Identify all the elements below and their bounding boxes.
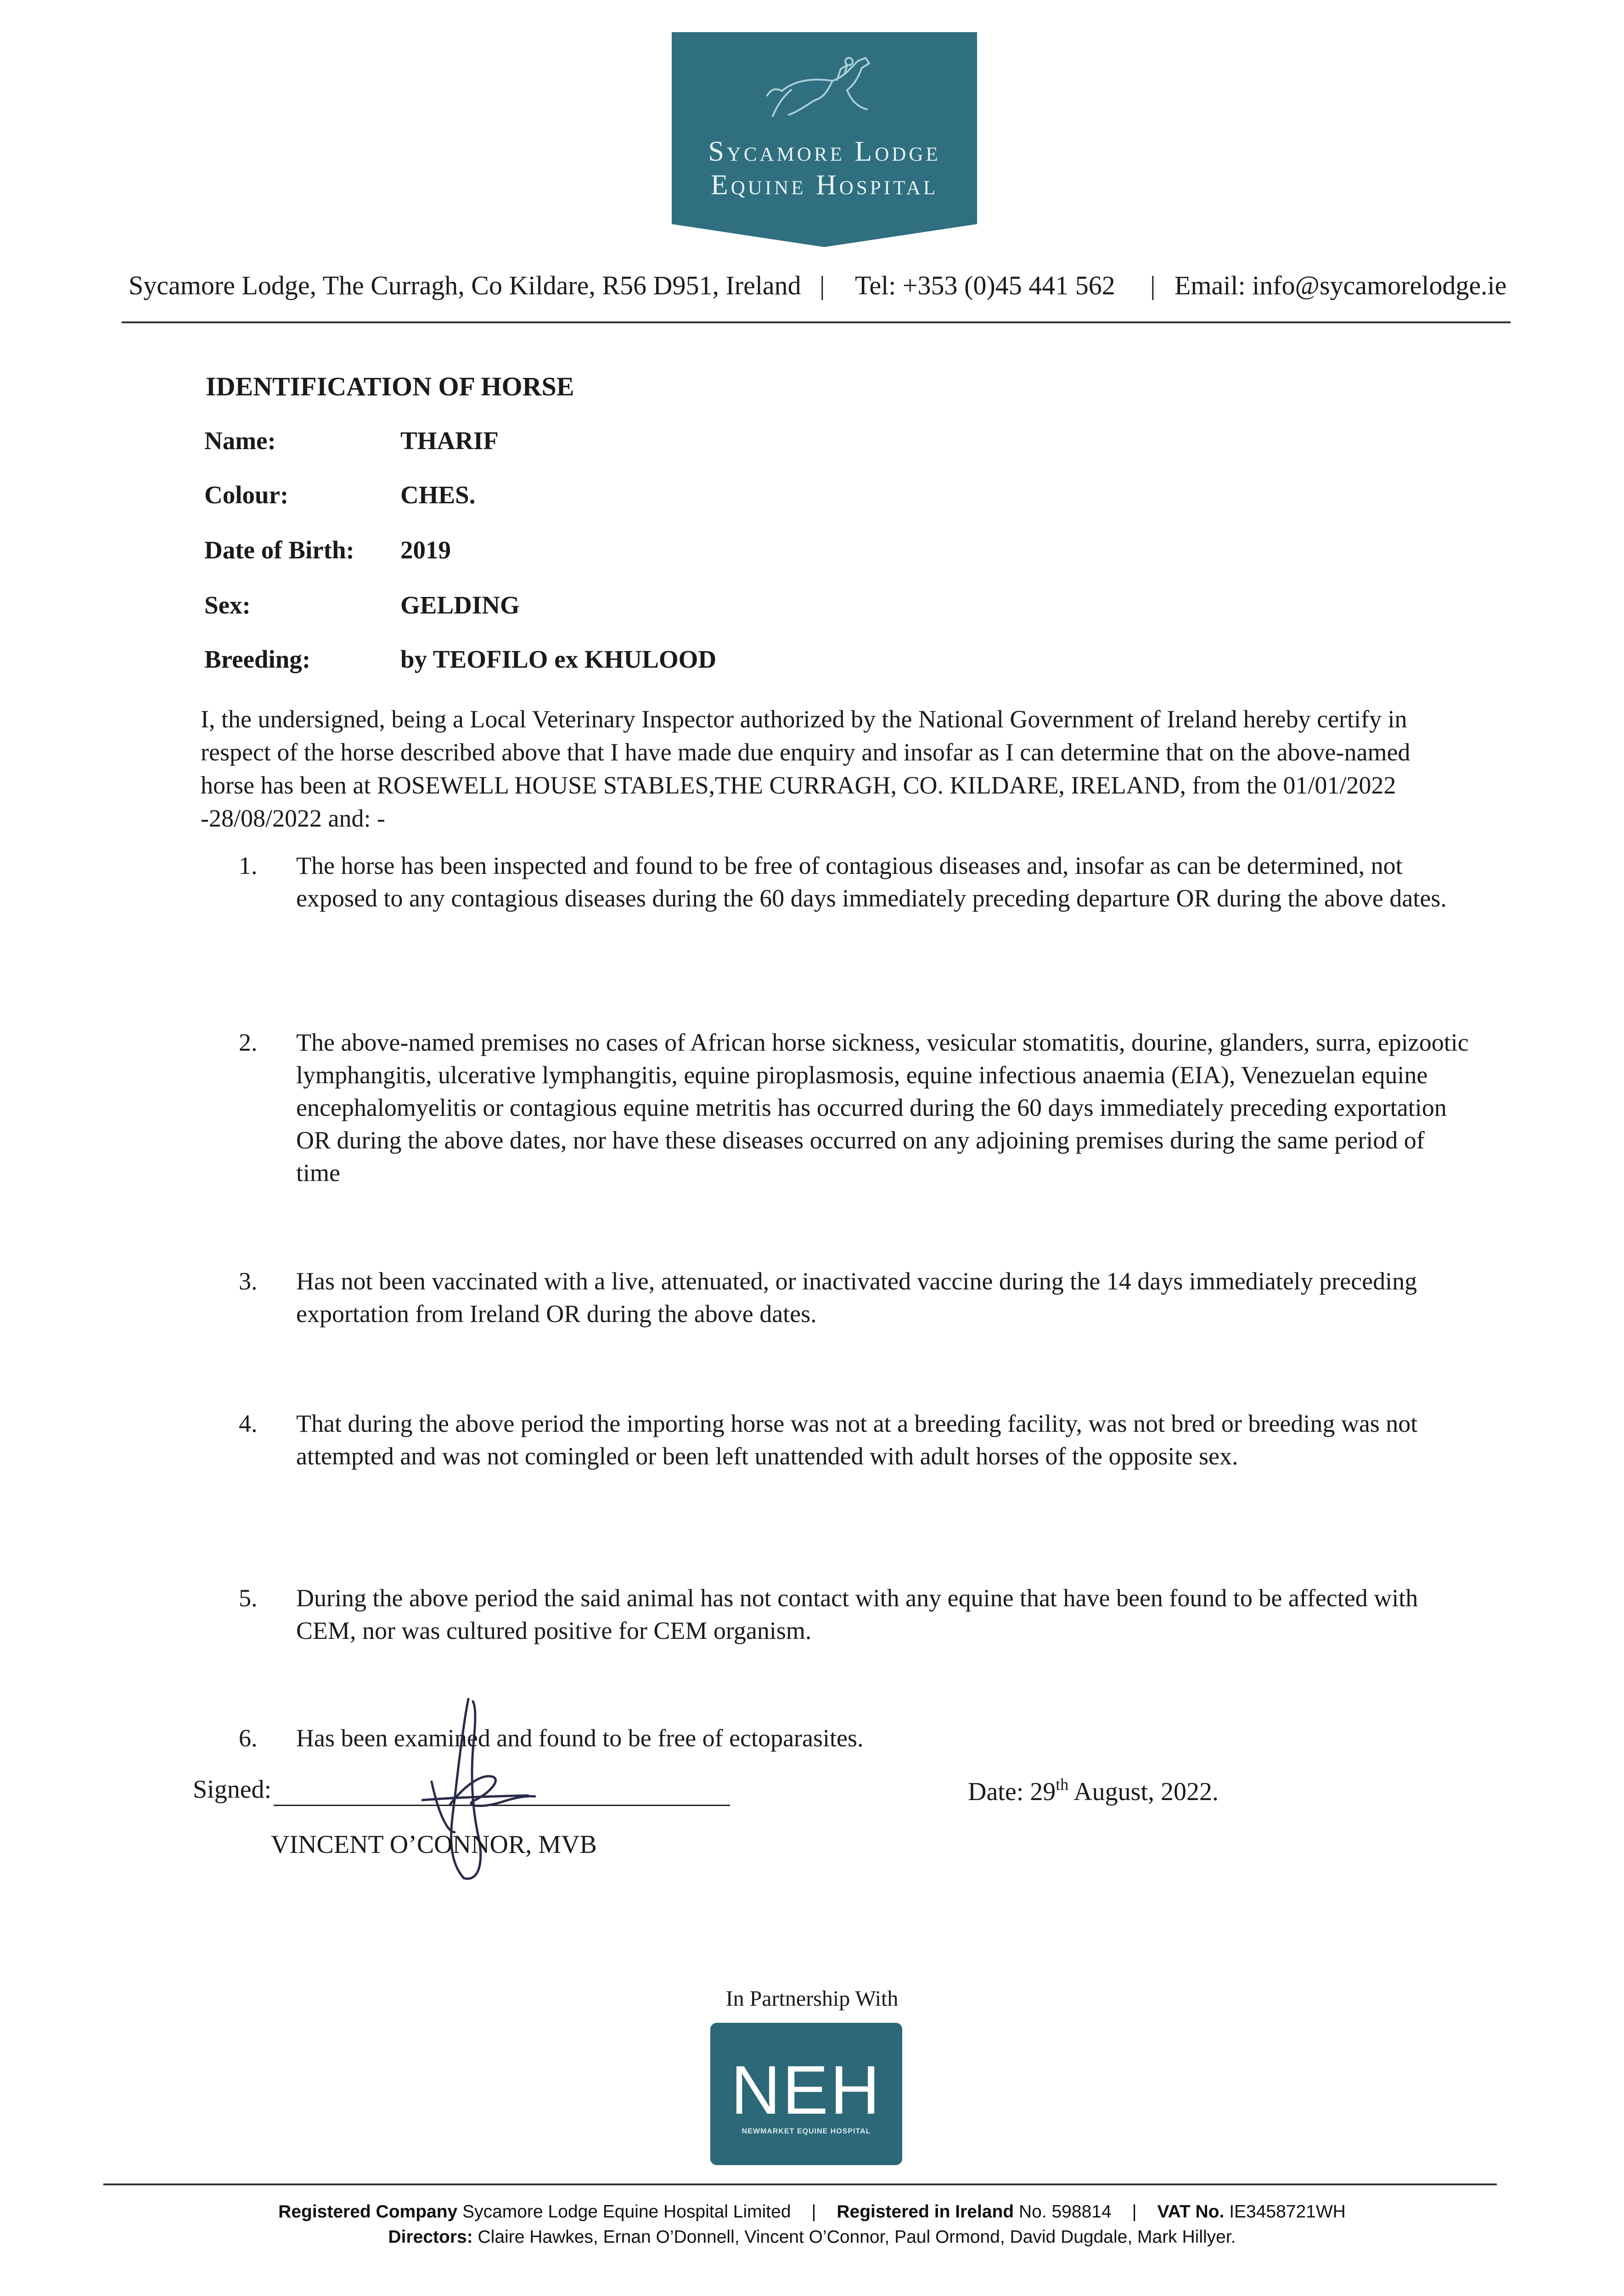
registration-value: No. 598814 <box>1018 2202 1112 2222</box>
item-text: The above-named premises no cases of African horse sickness, vesicular stomatitis, dourine, glanders, surra, epizootic lymphangitis, ulcerative lymphangitis, equine piroplasmosis, equine infectious anaemia (EIA), Venezuelan equine encephalomyelitis or contagious equine metritis has occurred during the 60 days immediately preceding exportation OR during the above dates, nor have these diseases occurred on any adjoining premises during the same period of time <box>296 1029 1469 1187</box>
logo-title-line1: Sycamore Lodge <box>708 136 941 167</box>
item-text: Has been examined and found to be free of ectoparasites. <box>296 1724 864 1752</box>
item-text: During the above period the said animal has not contact with any equine that have been found to be affected with CEM, nor was cultured positive for CEM organism. <box>296 1584 1418 1644</box>
neh-logo-text: NEH <box>731 2051 882 2128</box>
field-label-name: Name: <box>204 427 276 455</box>
footer-registration <box>0 2202 1624 2222</box>
footer-separator: | <box>1132 2202 1137 2222</box>
item-number: 5. <box>239 1584 258 1612</box>
footer-divider <box>103 2183 1497 2185</box>
field-label-breeding: Breeding: <box>204 645 311 673</box>
item-text: The horse has been inspected and found to be free of contagious diseases and, insofar as can be determined, not exposed to any contagious diseases during the 60 days immediately preceding departure OR during the above dates. <box>296 852 1447 912</box>
signature-date <box>968 1777 1219 1806</box>
field-value-sex: GELDING <box>400 591 520 619</box>
date-suffix: August, 2022. <box>1068 1778 1219 1806</box>
certification-intro: I, the undersigned, being a Local Veterinary Inspector authorized by the National Government of Ireland hereby certify in respect of the horse described above that I have made due enquiry and insofar as I can determine that on the above-named horse has been at ROSEWELL HOUSE STABLES,THE CURRAGH, CO. KILDARE, IRELAND, from the 01/01/2022 -28/08/2022 and: - <box>201 705 1410 832</box>
vat-value: IE3458721WH <box>1229 2202 1346 2222</box>
field-label-colour: Colour: <box>204 481 289 509</box>
field-label-sex: Sex: <box>204 591 251 619</box>
item-text: That during the above period the importing horse was not at a breeding facility, was not bred or breeding was not attempted and was not comingled or been left unattended with adult horses of the opposite sex. <box>296 1410 1418 1470</box>
field-value-name: THARIF <box>400 427 499 455</box>
item-text: Has not been vaccinated with a live, attenuated, or inactivated vaccine during the 14 days immediately preceding exportation from Ireland OR during the above dates. <box>296 1267 1417 1328</box>
company-label: Registered Company <box>278 2202 458 2222</box>
racehorse-jockey-icon <box>764 36 883 132</box>
directors-value: Claire Hawkes, Ernan O’Donnell, Vincent O’Connor, Paul Ormond, David Dugdale, Mark Hillyer. <box>478 2227 1236 2247</box>
email-link[interactable]: Email: info@sycamorelodge.ie <box>1174 270 1507 300</box>
item-number: 1. <box>239 852 258 879</box>
directors-label: Directors: <box>388 2227 473 2247</box>
date-ordinal: th <box>1056 1775 1069 1794</box>
company-value: Sycamore Lodge Equine Hospital Limited <box>462 2202 791 2222</box>
sycamore-lodge-logo <box>672 32 977 248</box>
footer-directors <box>0 2227 1624 2247</box>
address-separator: | <box>1150 270 1156 300</box>
registration-label: Registered in Ireland <box>837 2202 1014 2222</box>
item-number: 3. <box>239 1267 258 1295</box>
field-value-breeding: by TEOFILO ex KHULOOD <box>400 645 717 673</box>
signer-name: VINCENT O’CONNOR, MVB <box>271 1830 597 1859</box>
date-prefix: Date: 29 <box>968 1778 1056 1806</box>
identification-heading: IDENTIFICATION OF HORSE <box>206 371 574 401</box>
logo-title-line2: Equine Hospital <box>710 169 938 201</box>
partner-label: In Partnership With <box>725 1986 899 2011</box>
field-value-date-of-birth: 2019 <box>400 536 451 564</box>
address-bar <box>129 270 1511 311</box>
field-value-colour: CHES. <box>400 481 476 509</box>
logo-panel <box>672 32 977 216</box>
address-separator: | <box>820 270 825 300</box>
field-label-date-of-birth: Date of Birth: <box>204 536 354 564</box>
signed-label: Signed: <box>193 1775 272 1804</box>
item-number: 4. <box>239 1410 258 1437</box>
telephone: Tel: +353 (0)45 441 562 <box>855 270 1115 300</box>
item-number: 6. <box>239 1724 258 1752</box>
address-text: Sycamore Lodge, The Curragh, Co Kildare, R56 D951, Ireland <box>129 270 801 300</box>
neh-logo-subtitle: NEWMARKET EQUINE HOSPITAL <box>742 2127 871 2135</box>
footer-separator: | <box>811 2202 816 2222</box>
logo-chevron <box>672 215 977 248</box>
item-number: 2. <box>239 1029 258 1056</box>
vat-label: VAT No. <box>1157 2202 1225 2222</box>
neh-logo <box>710 2023 902 2165</box>
header-divider <box>122 321 1511 323</box>
